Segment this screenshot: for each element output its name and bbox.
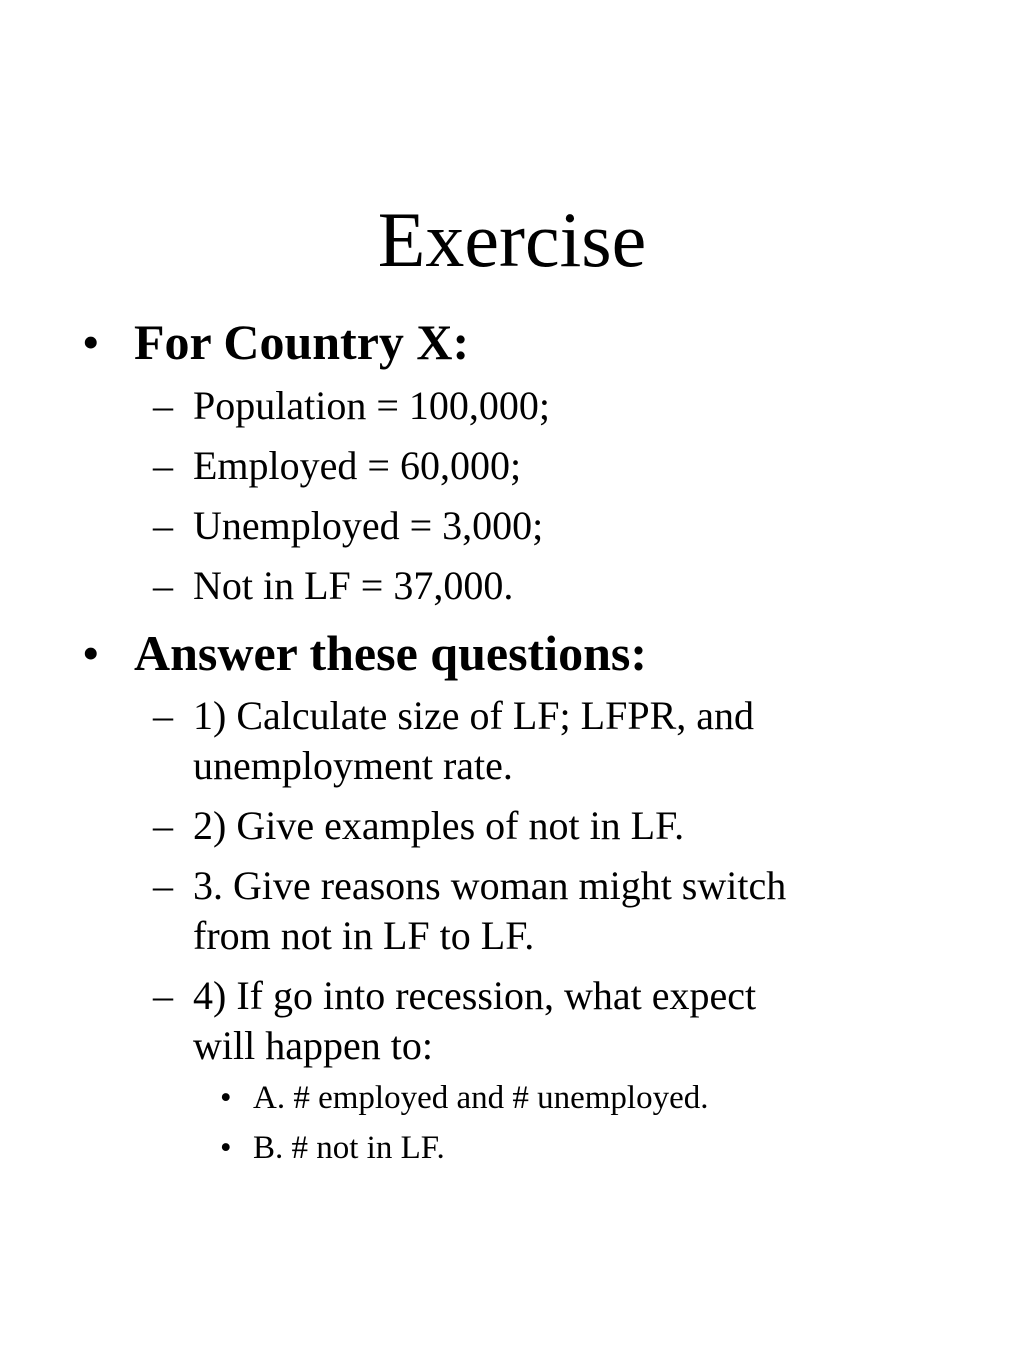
sub-item-a: A. # employed and # unemployed. [253, 1080, 709, 1116]
question-4-line-2: will happen to: [193, 1023, 433, 1068]
dash-icon: – [153, 693, 173, 738]
question-1-line-2: unemployment rate. [193, 743, 513, 788]
sub-item-b: B. # not in LF. [253, 1130, 445, 1166]
dash-icon: – [153, 443, 173, 488]
list-item-not-in-lf: Not in LF = 37,000. [193, 563, 514, 608]
slide-title: Exercise [377, 196, 647, 283]
section-heading: For Country X: [134, 314, 470, 370]
bullet-icon: • [82, 314, 100, 370]
dash-icon: – [153, 973, 173, 1018]
question-1-line-1: 1) Calculate size of LF; LFPR, and [193, 693, 755, 738]
dash-icon: – [153, 563, 173, 608]
question-3-line-2: from not in LF to LF. [193, 913, 535, 958]
bullet-icon: • [220, 1130, 232, 1166]
question-3-line-1: 3. Give reasons woman might switch [193, 863, 787, 908]
dash-icon: – [153, 503, 173, 548]
bullet-icon: • [82, 625, 100, 681]
list-item-unemployed: Unemployed = 3,000; [193, 503, 544, 548]
dash-icon: – [153, 803, 173, 848]
section-heading: Answer these questions: [134, 625, 647, 681]
bullet-icon: • [220, 1080, 232, 1116]
list-item-population: Population = 100,000; [193, 383, 551, 428]
question-2: 2) Give examples of not in LF. [193, 803, 685, 848]
dash-icon: – [153, 863, 173, 908]
list-item-employed: Employed = 60,000; [193, 443, 522, 488]
question-4-line-1: 4) If go into recession, what expect [193, 973, 757, 1018]
dash-icon: – [153, 383, 173, 428]
